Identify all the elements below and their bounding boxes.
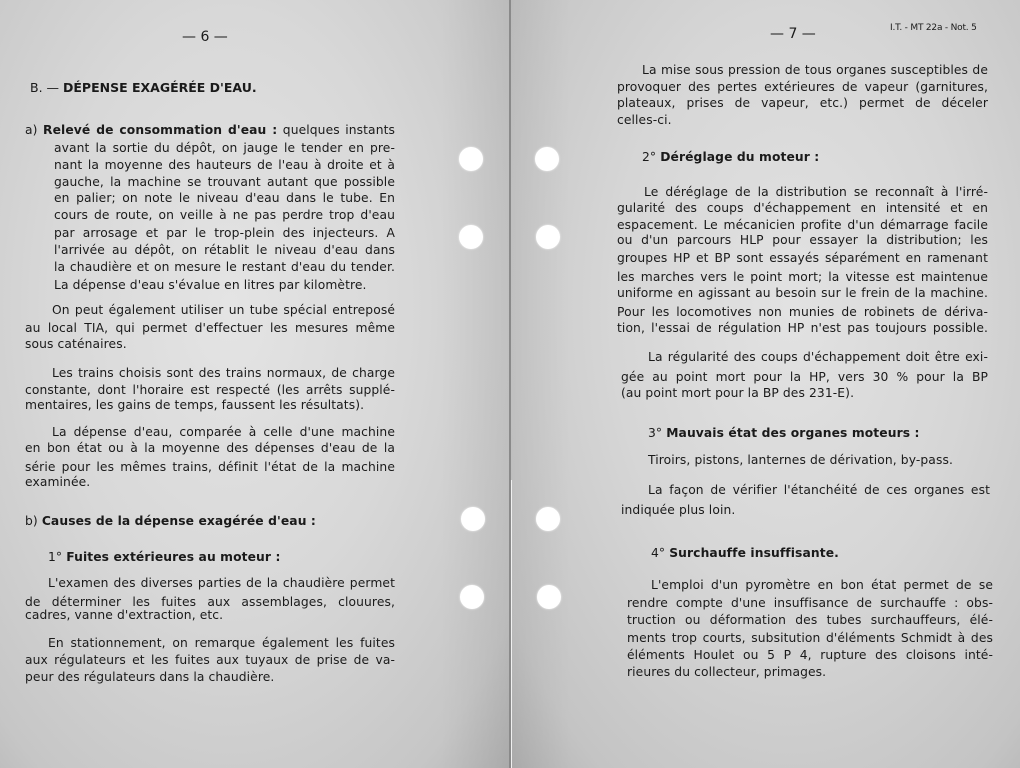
text-line: groupes HP et BP sont essayés séparément en ramenant (617, 251, 988, 265)
item-4-heading (651, 545, 839, 561)
punch-hole (461, 507, 485, 531)
punch-hole (537, 585, 561, 609)
punch-hole (535, 147, 559, 171)
item-1-title: Fuites extérieures au moteur : (66, 550, 281, 564)
text-line: par arrosage et par le trop-plein des injecteurs. A (54, 226, 395, 240)
text-line: constante, dont l'horaire est respecté (les arrêts supplé- (25, 383, 395, 397)
item-1-heading (48, 549, 280, 565)
text-line: Tiroirs, pistons, lanternes de dérivation, by-pass. (648, 453, 953, 467)
text-line: série pour les mêmes trains, définit l'état de la machine (25, 460, 395, 474)
section-title (30, 80, 257, 95)
text-line: de déterminer les fuites aux assemblages, clouures, (25, 595, 395, 609)
subsection-b-label: b) (25, 514, 42, 528)
punch-hole (536, 507, 560, 531)
text-line: la chaudière et on mesure le restant d'eau du tender. (54, 260, 395, 274)
text-line: tion, l'essai de régulation HP n'est pas toujours possible. (617, 321, 988, 335)
right-page (511, 0, 1020, 768)
text-line: La mise sous pression de tous organes susceptibles de (642, 63, 988, 77)
text-line: uniforme en agissant au besoin sur le frein de la machine. (617, 286, 988, 300)
item-1-number: 1° (48, 550, 63, 564)
page-number-6: — 6 — (182, 29, 228, 45)
text-line: espacement. Le mécanicien profite d'un démarrage facile (617, 218, 988, 232)
subsection-b-title: Causes de la dépense exagérée d'eau : (41, 514, 316, 528)
text-line: rendre compte d'une insuffisance de surchauffe : obs- (627, 596, 993, 610)
text-line: L'examen des diverses parties de la chaudière permet (48, 576, 395, 590)
text-line: quelques instants (277, 123, 396, 137)
text-line: L'emploi d'un pyromètre en bon état permet de se (651, 578, 993, 592)
text-line: Le déréglage de la distribution se reconnaît à l'irré- (644, 185, 988, 199)
section-title-text: DÉPENSE EXAGÉRÉE D'EAU. (63, 80, 257, 95)
text-line: rieures du collecteur, primages. (627, 665, 827, 679)
item-2-title: Déréglage du moteur : (660, 150, 820, 164)
text-line: ments trop courts, subsitution d'éléments Schmidt à des (627, 631, 993, 645)
punch-hole (460, 585, 484, 609)
text-line: avant la sortie du dépôt, on jauge le tender en pre- (54, 141, 395, 155)
text-line: En stationnement, on remarque également les fuites (48, 636, 395, 650)
section-prefix: B. — (30, 80, 63, 95)
item-2-number: 2° (642, 150, 657, 164)
text-line: les marches vers le point mort; la vitesse est maintenue (617, 270, 988, 284)
text-line: cadres, vanne d'extraction, etc. (25, 608, 224, 622)
item-3-heading (648, 425, 920, 441)
text-line: aux régulateurs et les fuites aux tuyaux de prise de va- (25, 653, 395, 667)
subsection-a-label: a) (25, 123, 44, 137)
binding-highlight (511, 480, 512, 768)
text-line: La façon de vérifier l'étanchéité de ces organes est (648, 483, 990, 497)
text-line: sous caténaires. (25, 337, 127, 351)
text-line: gularité des coups d'échappement en intensité et en (617, 201, 988, 215)
text-line: (au point mort pour la BP des 231-E). (621, 386, 855, 400)
item-3-title: Mauvais état des organes moteurs : (666, 426, 920, 440)
text-line: gauche, la machine se trouvant autant que possible (54, 175, 395, 189)
document-reference: I.T. - MT 22a - Not. 5 (890, 23, 977, 33)
gutter-shadow (440, 0, 510, 768)
page-number-7: — 7 — (770, 26, 816, 42)
text-line: examinée. (25, 475, 91, 489)
subsection-a-title: Relevé de consommation d'eau : (43, 123, 278, 137)
text-line: l'arrivée au dépôt, on rétablit le niveau d'eau dans (54, 243, 395, 257)
text-line: plateaux, prises de vapeur, etc.) permet de déceler (617, 96, 988, 110)
text-line: Les trains choisis sont des trains normaux, de charge (52, 366, 395, 380)
text-line: indiquée plus loin. (621, 503, 736, 517)
text-line: Pour les locomotives non munies de robinets de dériva- (617, 305, 988, 319)
text-line: cours de route, on veille à ne pas perdre trop d'eau (54, 208, 395, 222)
item-4-title: Surchauffe insuffisante. (669, 546, 839, 560)
text-line: éléments Houlet ou 5 P 4, rupture des cloisons inté- (627, 648, 993, 662)
text-line: en bon état ou à la moyenne des dépenses d'eau de la (25, 441, 395, 455)
text-line: gée au point mort pour la HP, vers 30 % pour la BP (621, 370, 988, 384)
punch-hole (459, 147, 483, 171)
gutter-shadow (511, 0, 571, 768)
text-line: ou d'un parcours HLP pour essayer la distribution; les (617, 233, 988, 247)
text-line: mentaires, les gains de temps, faussent les résultats). (25, 398, 365, 412)
text-line: peur des régulateurs dans la chaudière. (25, 670, 275, 684)
text-line: en palier; on note le niveau d'eau dans le tube. En (54, 191, 395, 205)
subsection-a-first-line (25, 122, 395, 138)
text-line: On peut également utiliser un tube spécial entreposé (52, 303, 395, 317)
text-line: nant la moyenne des hauteurs de l'eau à droite et à (54, 158, 395, 172)
text-line: provoquer des pertes extérieures de vapeur (garnitures, (617, 80, 988, 94)
text-line: truction ou déformation des tubes surchauffeurs, élé- (627, 613, 993, 627)
text-line: au local TIA, qui permet d'effectuer les mesures même (25, 321, 395, 335)
punch-hole (459, 225, 483, 249)
item-3-number: 3° (648, 426, 663, 440)
text-line: La dépense d'eau, comparée à celle d'une machine (52, 425, 395, 439)
subsection-b (25, 513, 316, 529)
item-2-heading (642, 149, 819, 165)
text-line: La dépense d'eau s'évalue en litres par kilomètre. (54, 278, 367, 292)
text-line: La régularité des coups d'échappement doit être exi- (648, 350, 988, 364)
punch-hole (536, 225, 560, 249)
text-line: celles-ci. (617, 113, 672, 127)
item-4-number: 4° (651, 546, 666, 560)
